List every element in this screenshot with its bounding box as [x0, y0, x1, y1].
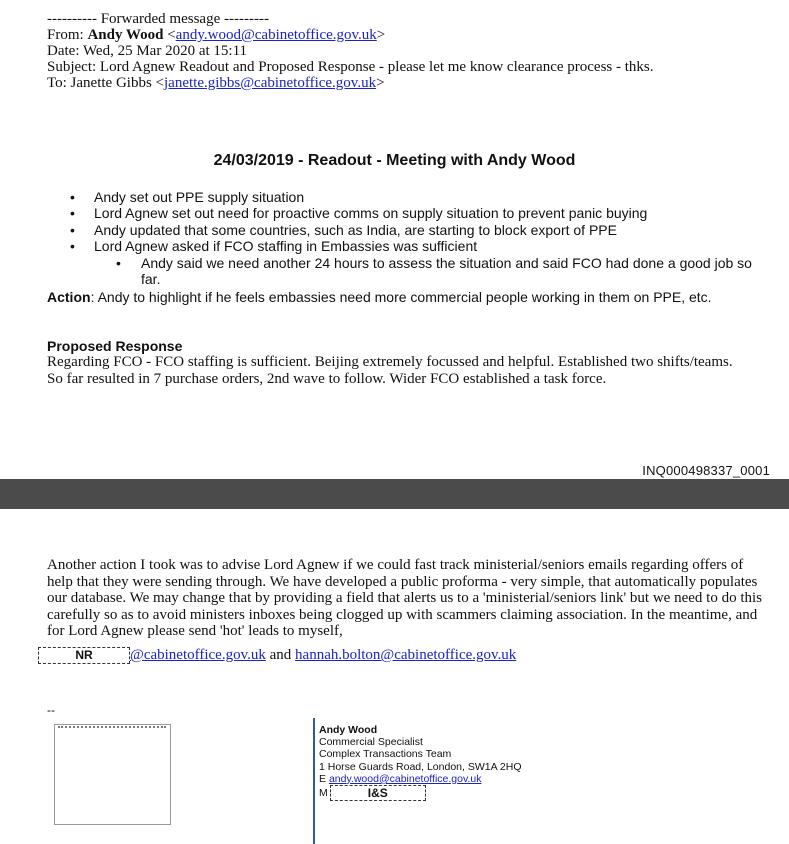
sub-list-item: • Andy said we need another 24 hours to assess the situation and said FCO had done a good job so far. — [116, 254, 752, 288]
subject-label: Subject: — [47, 59, 97, 75]
email-1-link[interactable]: @cabinetoffice.gov.uk — [130, 647, 266, 663]
to-name: Janette Gibbs — [70, 75, 152, 91]
from-line: From: Andy Wood <andy.wood@cabinetoffice.gov.uk> — [47, 27, 386, 43]
signature-accent-line — [313, 718, 315, 844]
image-alt-text — [58, 726, 166, 729]
date-label: Date: — [47, 43, 80, 59]
to-line: To: Janette Gibbs <janette.gibbs@cabinetoffice.gov.uk> — [47, 75, 385, 91]
page-separator — [0, 479, 789, 509]
readout-bullet-list — [0, 189, 789, 287]
action-label: Action — [47, 289, 91, 305]
signature-mobile-label: M — [319, 786, 328, 799]
signature-title: Commercial Specialist — [319, 736, 423, 749]
proposed-response-text: Regarding FCO - FCO staffing is sufficient. Beijing extremely focussed and helpful. Established two shifts/teams. So far resulted in 7 purchase orders, 2nd wave to follow. Wider FCO established a task force. — [47, 354, 733, 387]
signature-team: Complex Transactions Team — [319, 748, 452, 761]
from-email-link[interactable]: andy.wood@cabinetoffice.gov.uk — [175, 27, 377, 43]
proposed-response-heading: Proposed Response — [47, 338, 183, 354]
signature-name: Andy Wood — [319, 724, 378, 736]
signature-email-label: E — [319, 772, 327, 785]
from-name: Andy Wood — [87, 27, 164, 43]
email-2-link[interactable]: hannah.bolton@cabinetoffice.gov.uk — [295, 647, 517, 663]
signature-email-row — [319, 773, 522, 785]
proposed-response — [47, 338, 747, 388]
contact-emails-line — [130, 647, 516, 663]
signature-email-link[interactable]: andy.wood@cabinetoffice.gov.uk — [328, 772, 482, 785]
from-label: From: — [47, 27, 84, 43]
list-item: • Lord Agnew asked if FCO staffing in Embassies was sufficient — [70, 238, 478, 255]
signature-mobile-row — [319, 785, 522, 801]
bullet-icon: • — [70, 205, 75, 222]
redaction-box-is: I&S — [330, 785, 426, 801]
broken-image-placeholder — [54, 724, 171, 825]
bullet-icon: • — [70, 189, 75, 205]
date-line — [47, 43, 767, 59]
list-item: • Andy updated that some countries, such as India, are starting to block export of PPE — [70, 221, 617, 238]
email-body-paragraph: Another action I took was to advise Lord Agnew if we could fast track ministerial/seniors emails regarding offers of help that they were sending through. We have developed a public proforma - very simple, that automatically populates our database. We may change that by providing a field that alerts us to a 'ministerial/seniors link' but we need to do this carefully so as to avoid ministers inboxes being clogged up with scammers claiming association. In the meantime, and for Lord Agnew please send 'hot' leads to myself, — [47, 557, 762, 640]
readout-title: 24/03/2019 - Readout - Meeting with Andy Wood — [213, 152, 576, 169]
list-item: • Andy set out PPE supply situation — [70, 189, 305, 205]
signature-address: 1 Horse Guards Road, London, SW1A 2HQ — [319, 760, 522, 773]
to-label: To: — [47, 75, 67, 91]
action-line — [47, 289, 712, 305]
signature-separator: -- — [47, 703, 55, 717]
forwarded-divider: ---------- Forwarded message --------- — [47, 11, 269, 27]
redaction-box-nr: NR — [38, 647, 130, 664]
date-value: Wed, 25 Mar 2020 at 15:11 — [82, 43, 248, 59]
subject-value: Lord Agnew Readout and Proposed Response - please let me know clearance process - thks. — [99, 59, 654, 75]
action-text: : Andy to highlight if he feels embassies need more commercial people working in them on PPE, etc. — [90, 289, 712, 305]
forwarded-header — [47, 11, 767, 91]
bullet-icon: • — [70, 221, 75, 238]
document-id: INQ000498337_0001 — [642, 463, 770, 478]
bullet-icon: • — [70, 238, 75, 255]
and-text: and — [265, 647, 296, 663]
signature-block — [319, 724, 522, 801]
list-item: • Lord Agnew set out need for proactive comms on supply situation to prevent panic buying — [70, 205, 648, 222]
subject-line — [47, 59, 767, 75]
to-email-link[interactable]: janette.gibbs@cabinetoffice.gov.uk — [164, 75, 377, 91]
bullet-icon: • — [116, 254, 121, 271]
